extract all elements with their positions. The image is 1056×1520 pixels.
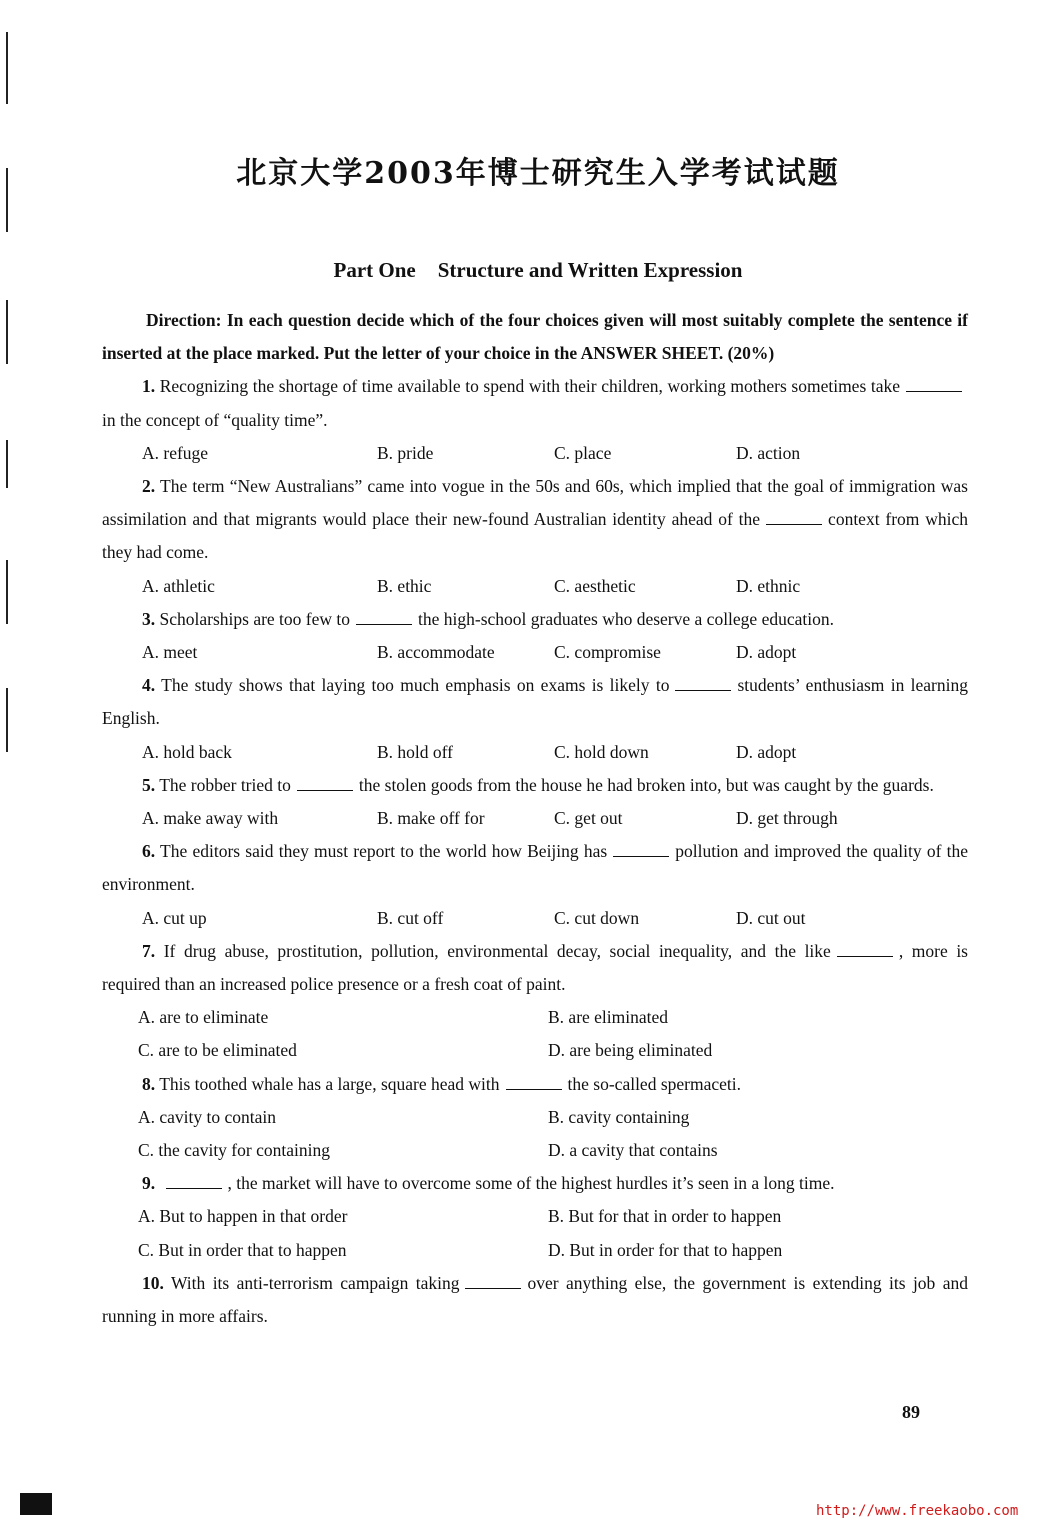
part-label: Part One (333, 258, 416, 282)
option-d: D. are being eliminated (548, 1040, 713, 1061)
option-c: C. hold down (554, 741, 649, 762)
option-c: C. get out (554, 808, 623, 829)
question-text-before: The term “New Australians” came into vogue in the 50s and 60s, which implied that the goal of immigration was assimilation and that migrants would place their new-found Australian identity ahead of the (102, 476, 968, 530)
question-number: 5. (142, 774, 156, 795)
option-d: D. a cavity that contains (548, 1140, 718, 1161)
answer-blank (906, 375, 962, 393)
question-number: 3. (142, 608, 156, 629)
option-d: D. get through (736, 808, 838, 829)
page-number: 89 (902, 1402, 920, 1422)
option-a: A. athletic (142, 575, 215, 596)
question-3 (102, 603, 968, 636)
question-5 (102, 769, 968, 802)
question-number: 9. (142, 1173, 156, 1194)
question-section (102, 304, 968, 1333)
option-c: C. place (554, 442, 612, 463)
option-c: C. compromise (554, 642, 661, 663)
option-d: D. adopt (736, 741, 797, 762)
options-row (102, 802, 968, 835)
question-number: 2. (142, 476, 156, 497)
option-c: C. the cavity for containing (138, 1140, 330, 1161)
question-4 (102, 669, 968, 735)
question-text-after: students’ enthusiasm in learning English. (102, 675, 968, 729)
option-a: A. make away with (142, 808, 279, 829)
option-d: D. action (736, 442, 801, 463)
footer-url[interactable]: http://www.freekaobo.com (816, 1503, 1019, 1519)
option-b: B. hold off (377, 741, 453, 762)
question-number: 7. (142, 940, 156, 961)
answer-blank (675, 674, 731, 692)
question-text-after: in the concept of “quality time”. (102, 409, 328, 430)
question-9 (102, 1167, 968, 1200)
question-text-before: With its anti-terrorism campaign taking (170, 1272, 460, 1293)
question-text-after: the stolen goods from the house he had broken into, but was caught by the guards. (358, 774, 934, 795)
question-text-after: , the market will have to overcome some of the highest hurdles it’s seen in a long time. (227, 1173, 835, 1194)
question-number: 10. (142, 1272, 164, 1293)
option-a: A. But to happen in that order (138, 1206, 348, 1227)
question-text-after: , more is required than an increased police presence or a fresh coat of paint. (102, 940, 968, 995)
option-a: A. cavity to contain (138, 1106, 277, 1127)
options-row (102, 1034, 968, 1067)
question-2 (102, 470, 968, 570)
question-text-before: If drug abuse, prostitution, pollution, environmental decay, social inequality, and the like (163, 940, 831, 961)
question-number: 8. (142, 1073, 156, 1094)
option-d: D. adopt (736, 642, 797, 663)
question-text-after: pollution and improved the quality of the environment. (102, 841, 968, 895)
option-c: C. But in order that to happen (138, 1239, 347, 1260)
question-number: 1. (142, 376, 156, 397)
option-c: C. cut down (554, 907, 640, 928)
answer-blank (613, 840, 669, 858)
scan-edge-mark (6, 688, 8, 752)
question-text-before: Scholarships are too few to (159, 608, 351, 629)
answer-blank (465, 1271, 521, 1289)
question-text-before: Recognizing the shortage of time available to spend with their children, working mothers sometimes take (159, 376, 900, 397)
answer-blank (506, 1072, 562, 1090)
option-d: D. cut out (736, 907, 806, 928)
option-b: B. pride (377, 442, 434, 463)
question-number: 6. (142, 841, 156, 862)
option-b: B. accommodate (377, 642, 495, 663)
options-row (102, 1234, 968, 1267)
option-b: B. make off for (377, 808, 485, 829)
options-row (102, 902, 968, 935)
scan-edge-mark (6, 440, 8, 488)
question-7 (102, 935, 968, 1001)
option-d: D. But in order for that to happen (548, 1239, 783, 1260)
scan-edge-mark (6, 560, 8, 624)
answer-blank (297, 773, 353, 791)
option-b: B. But for that in order to happen (548, 1206, 782, 1227)
option-a: A. hold back (142, 741, 232, 762)
question-number: 4. (142, 675, 156, 696)
part-name: Structure and Written Expression (437, 258, 743, 282)
option-b: B. cavity containing (548, 1106, 690, 1127)
question-text-before: This toothed whale has a large, square head with (159, 1073, 500, 1094)
option-c: C. are to be eliminated (138, 1040, 297, 1061)
option-a: A. cut up (142, 907, 207, 928)
options-row (102, 636, 968, 669)
answer-blank (766, 508, 822, 526)
scan-corner-mark (20, 1493, 52, 1515)
options-row (102, 736, 968, 769)
option-c: C. aesthetic (554, 575, 636, 596)
question-1 (102, 370, 968, 436)
option-b: B. ethic (377, 575, 432, 596)
scan-edge-mark (6, 300, 8, 364)
options-row (102, 437, 968, 470)
question-text-after: the high-school graduates who deserve a college education. (418, 608, 834, 629)
options-row (102, 1200, 968, 1233)
option-a: A. refuge (142, 442, 209, 463)
answer-blank (166, 1172, 222, 1190)
option-a: A. meet (142, 642, 198, 663)
question-text-after: the so-called spermaceti. (567, 1073, 741, 1094)
question-8 (102, 1068, 968, 1101)
answer-blank (837, 939, 893, 957)
option-a: A. are to eliminate (138, 1007, 269, 1028)
question-text-before: The study shows that laying too much emphasis on exams is likely to (161, 675, 670, 696)
options-row (102, 1001, 968, 1034)
option-b: B. cut off (377, 907, 444, 928)
option-b: B. are eliminated (548, 1007, 669, 1028)
part-heading (0, 258, 1056, 283)
scan-edge-mark (6, 32, 8, 104)
direction-text: Direction: In each question decide which of the four choices given will most suitably complete the sentence if inserted at the place marked. Put the letter of your choice in the ANSWER SHEET. (20%) (102, 310, 968, 364)
options-row (102, 1101, 968, 1134)
question-text-before: The robber tried to (159, 774, 291, 795)
options-row (102, 570, 968, 603)
question-text-before: The editors said they must report to the world how Beijing has (160, 841, 608, 862)
question-text-after: context from which they had come. (102, 509, 969, 563)
question-6 (102, 835, 968, 901)
answer-blank (356, 607, 412, 625)
question-text-after: over anything else, the government is extending its job and running in more affairs. (102, 1272, 969, 1327)
page-title: 北京大学2003年博士研究生入学考试试题 (236, 156, 840, 191)
option-d: D. ethnic (736, 575, 801, 596)
options-row (102, 1134, 968, 1167)
question-10 (102, 1267, 968, 1333)
